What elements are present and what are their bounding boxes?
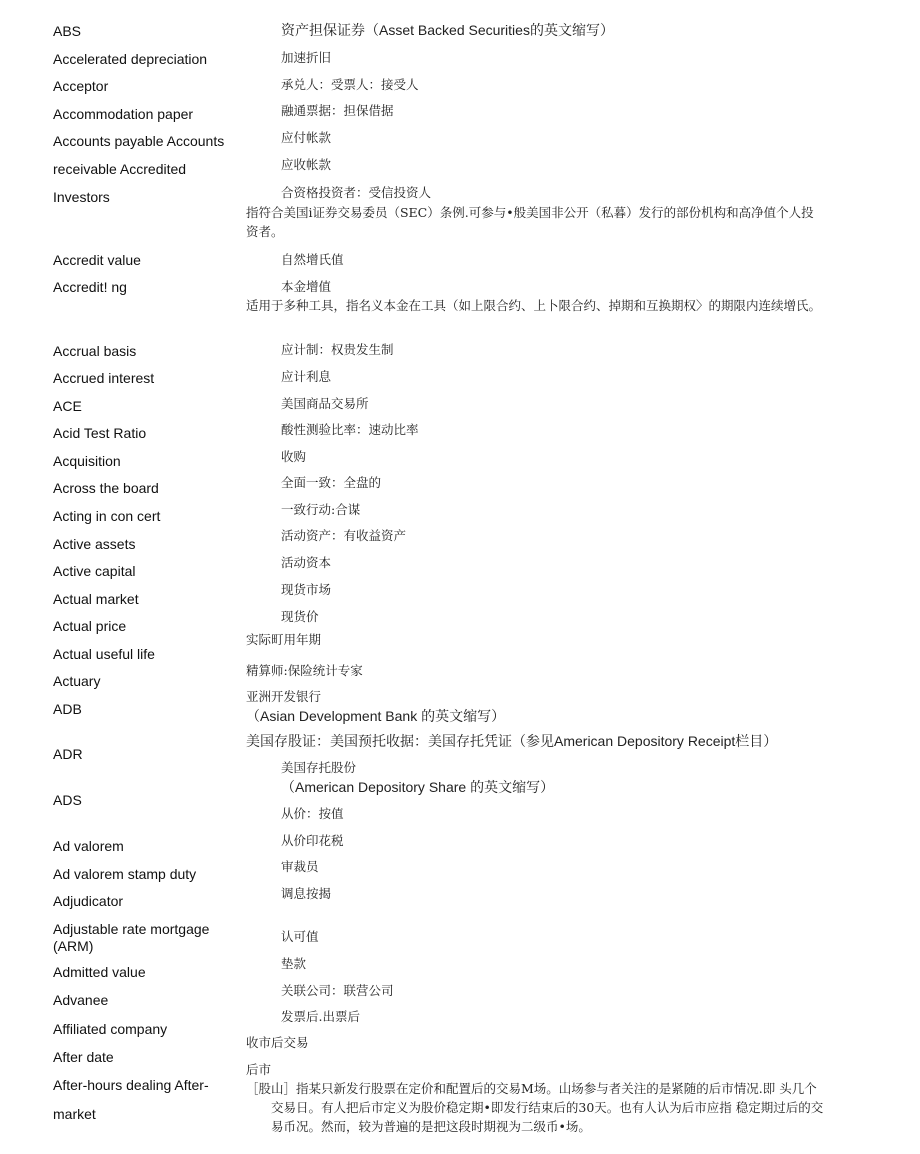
term-after-market: market xyxy=(53,1106,96,1122)
def-abs-text: 资产担保证券（Asset Backed Securities的英文缩写） xyxy=(281,22,614,38)
term-accrediting: Accredit! ng xyxy=(53,279,127,295)
term-across-the-board: Across the board xyxy=(53,480,159,496)
term-ad-valorem-stamp-duty: Ad valorem stamp duty xyxy=(53,866,197,882)
def-ace: 美国商品交易所 xyxy=(281,396,369,411)
def-adjustable-rate-mortgage: 调息按揭 xyxy=(281,886,332,901)
def-active-assets: 活动资产：有收益资产 xyxy=(281,528,407,543)
term-admitted-value: Admitted value xyxy=(53,964,146,980)
term-active-capital: Active capital xyxy=(53,563,136,579)
def-after-hours-dealing: 收市后交易 xyxy=(246,1035,309,1050)
def-accommodation-paper: 融通票据：担保借据 xyxy=(281,103,394,118)
def-actual-useful-life: 实际町用年期 xyxy=(246,632,322,647)
def-adr xyxy=(246,732,777,751)
term-accounts-payable: Accounts payable Accounts xyxy=(53,133,225,149)
note-accrediting: 适用于多种工具，指名义本金在工具（如上限合约、上卜限合约、掉期和互换期权〉的期限内连续增氏。 xyxy=(246,298,822,313)
term-accelerated-depreciation: Accelerated depreciation xyxy=(53,51,208,67)
term-accommodation-paper: Accommodation paper xyxy=(53,106,194,122)
term-abs: ABS xyxy=(53,23,82,39)
term-actual-market: Actual market xyxy=(53,591,139,607)
term-actual-useful-life: Actual useful life xyxy=(53,646,155,662)
def-ads-full xyxy=(281,778,554,797)
term-after-date: After date xyxy=(53,1049,114,1065)
term-adr: ADR xyxy=(53,746,83,762)
def-accrued-interest: 应计利息 xyxy=(281,369,332,384)
def-across-the-board: 全面一致：全盘的 xyxy=(281,475,382,490)
def-acceptor: 承兑人：受票人：接受人 xyxy=(281,77,419,92)
def-actual-price: 现货价 xyxy=(281,609,319,624)
term-accredit-value: Accredit value xyxy=(53,252,141,268)
term-affiliated-company: Affiliated company xyxy=(53,1021,168,1037)
term-acid-test-ratio: Acid Test Ratio xyxy=(53,425,147,441)
note-after-market: ［股山］指某只新发行股票在定价和配置后的交易M场。山场参与者关注的是紧随的后市情况.即 头几个交易日。有人把后市定义为股价稳定期•即发行结束后的30天。也有人认为后市应指 稳定期过后的交易币况。然而，较为普遍的是把这段时期视为二级币•场。 xyxy=(246,1081,824,1134)
term-advanee: Advanee xyxy=(53,992,109,1008)
def-accrediting: 本金增值 xyxy=(281,279,332,294)
def-accredited-investors: 合资格投资者：受信投资人 xyxy=(281,185,432,200)
def-advanee: 垫款 xyxy=(281,956,307,971)
def-active-capital: 活动资本 xyxy=(281,555,332,570)
def-ad-valorem: 从价：按值 xyxy=(281,806,344,821)
def-after-market: 后市 xyxy=(246,1062,272,1077)
note-accredited-investors: 指符合美国i证券交易委员（SEC）条例.可参与•般美国非公开（私暮）发行的部份机构和高净值个人投资者。 xyxy=(246,205,814,239)
def-adb: 亚洲开发银行 xyxy=(246,689,322,704)
term-accrued-interest: Accrued interest xyxy=(53,370,155,386)
def-accrual-basis: 应计制：权贵发生制 xyxy=(281,342,394,357)
def-ad-valorem-stamp-duty: 从价印花税 xyxy=(281,833,344,848)
term-acting-in-concert: Acting in con cert xyxy=(53,508,161,524)
def-abs xyxy=(281,21,614,40)
def-admitted-value: 认可值 xyxy=(281,929,319,944)
term-ace: ACE xyxy=(53,398,82,414)
def-adr-text: 美国存股证：美国预托收据：美国存托凭证（参见American Depository Receipt栏目） xyxy=(246,733,778,749)
term-acceptor: Acceptor xyxy=(53,78,109,94)
def-accounts-receivable: 应收帐款 xyxy=(281,157,332,172)
term-acquisition: Acquisition xyxy=(53,453,121,469)
term-after-hours-dealing: After-hours dealing After- xyxy=(53,1077,209,1093)
term-ads: ADS xyxy=(53,792,82,808)
def-adb-full xyxy=(246,707,505,726)
term-adb: ADB xyxy=(53,701,82,717)
term-actual-price: Actual price xyxy=(53,618,127,634)
term-adjudicator: Adjudicator xyxy=(53,893,124,909)
def-acquisition: 收购 xyxy=(281,449,307,464)
term-actuary: Actuary xyxy=(53,673,101,689)
def-affiliated-company: 关联公司：联营公司 xyxy=(281,983,394,998)
term-adjustable-rate-mortgage: Adjustable rate mortgage (ARM) xyxy=(53,921,210,954)
term-accredited-investors: Investors xyxy=(53,189,110,205)
def-accredit-value: 自然增氏值 xyxy=(281,252,344,267)
def-ads-full-text: （American Depository Share 的英文缩写） xyxy=(281,779,555,795)
term-accounts-receivable: receivable Accredited xyxy=(53,161,187,177)
def-accelerated-depreciation: 加速折旧 xyxy=(281,50,332,65)
term-accrual-basis: Accrual basis xyxy=(53,343,137,359)
def-adjudicator: 审裁员 xyxy=(281,859,319,874)
term-active-assets: Active assets xyxy=(53,536,136,552)
def-accounts-payable: 应付帐款 xyxy=(281,130,332,145)
def-acting-in-concert: 一致行动:合谋 xyxy=(281,502,361,517)
def-actual-market: 现货市场 xyxy=(281,582,332,597)
def-after-date: 发票后.出票后 xyxy=(281,1009,360,1024)
term-ad-valorem: Ad valorem xyxy=(53,838,124,854)
def-actuary: 精算师:保险统计专家 xyxy=(246,663,363,678)
def-ads: 美国存托股份 xyxy=(281,760,357,775)
def-acid-test-ratio: 酸性测验比率：速动比率 xyxy=(281,422,419,437)
def-adb-full-text: （Asian Development Bank 的英文缩写） xyxy=(246,708,506,724)
